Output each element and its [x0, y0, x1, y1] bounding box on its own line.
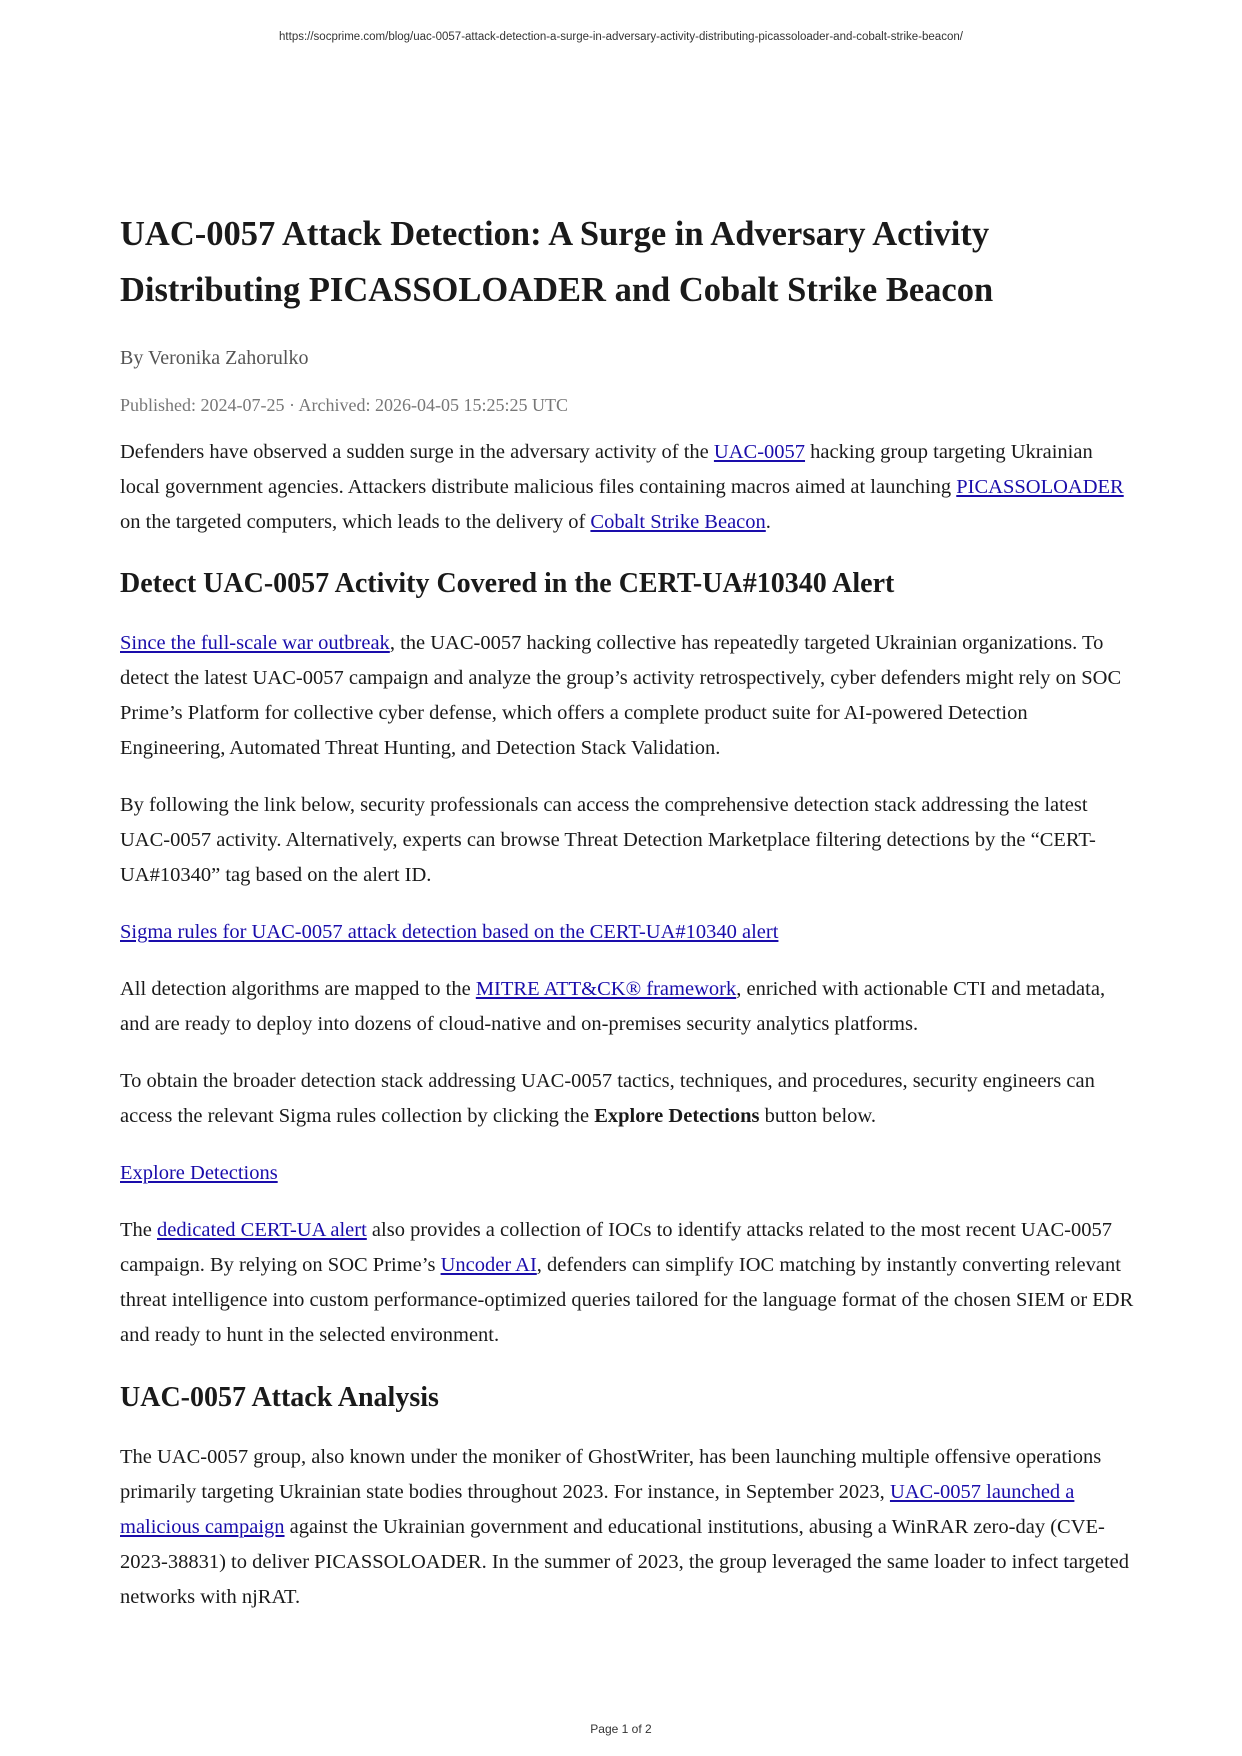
- intro-text-2: hacking group targeting Ukrainian local government agencies. Attackers distribute malicious files containing macros aimed at launching: [120, 441, 1093, 498]
- detect-paragraph-3: [120, 972, 1135, 1042]
- detect-paragraph-4-text-1: To obtain the broader detection stack addressing UAC-0057 tactics, techniques, and procedures, security engineers can access the relevant Sigma rules collection by clicking the: [120, 1070, 1095, 1127]
- article-title: [120, 206, 1135, 318]
- detect-section-heading: Detect UAC-0057 Activity Covered in the CERT-UA#10340 Alert: [120, 568, 895, 599]
- intro-text-3: on the targeted computers, which leads to the delivery of: [120, 511, 591, 533]
- intro-paragraph: [120, 435, 1135, 540]
- detect-paragraph-5-text-2: also provides a collection of IOCs to identify attacks related to the most recent UAC-0057 campaign. By relying on SOC Prime’s: [120, 1219, 1113, 1276]
- uac-0057-link[interactable]: UAC-0057: [713, 441, 806, 463]
- article-title-line-1: UAC-0057 Attack Detection: A Surge in Adversary Activity: [120, 215, 990, 253]
- intro-text-4: .: [765, 511, 771, 533]
- uncoder-ai-link[interactable]: Uncoder AI: [440, 1254, 537, 1276]
- analysis-section-heading: UAC-0057 Attack Analysis: [120, 1382, 439, 1413]
- detect-paragraph-2: By following the link below, security professionals can access the comprehensive detection stack addressing the latest UAC-0057 activity. Alternatively, experts can browse Threat Detection Marketplace filtering detections by the “CERT-UA#10340” tag based on the alert ID.: [120, 794, 1096, 886]
- author-byline: By Veronika Zahorulko: [120, 347, 309, 369]
- analysis-paragraph-1: [120, 1440, 1135, 1615]
- article-title-line-2: Distributing PICASSOLOADER and Cobalt Strike Beacon: [120, 271, 994, 309]
- explore-detections-link[interactable]: Explore Detections: [120, 1162, 278, 1184]
- sigma-rules-paragraph: [120, 915, 1135, 950]
- analysis-paragraph-1-text-2: against the Ukrainian government and educational institutions, abusing a WinRAR zero-day (CVE-2023-38831) to deliver PICASSOLOADER. In the summer of 2023, the group leveraged the same loader to infect targeted networks with njRAT.: [120, 1516, 1130, 1608]
- explore-detections-bold: Explore Detections: [594, 1105, 760, 1127]
- sigma-rules-link[interactable]: Sigma rules for UAC-0057 attack detection based on the CERT-UA#10340 alert: [120, 921, 779, 943]
- cobalt-strike-link[interactable]: Cobalt Strike Beacon: [590, 511, 766, 533]
- page-number: Page 1 of 2: [590, 1722, 652, 1736]
- publish-date: Published: 2024-07-25 · Archived: 2026-04-05 15:25:25 UTC: [120, 395, 568, 415]
- detect-paragraph-5: [120, 1213, 1135, 1353]
- analysis-paragraph-1-text-1: The UAC-0057 group, also known under the moniker of GhostWriter, has been launching multiple offensive operations primarily targeting Ukrainian state bodies throughout 2023. For instance, in September 2023,: [120, 1446, 1102, 1503]
- detect-paragraph-4: [120, 1064, 1135, 1134]
- detect-paragraph-4-text-2: button below.: [759, 1105, 877, 1127]
- malicious-campaign-link[interactable]: UAC-0057 launched a malicious campaign: [120, 1481, 1075, 1538]
- detect-paragraph-1-text: , the UAC-0057 hacking collective has repeatedly targeted Ukrainian organizations. To detect the latest UAC-0057 campaign and analyze the group’s activity retrospectively, cyber defenders might rely on SOC Prime’s Platform for collective cyber defense, which offers a complete product suite for AI-powered Detection Engineering, Automated Threat Hunting, and Detection Stack Validation.: [120, 632, 1122, 759]
- detect-paragraph-5-text-1: The: [120, 1219, 157, 1241]
- cert-ua-alert-link[interactable]: dedicated CERT-UA alert: [157, 1219, 367, 1241]
- mitre-attack-link[interactable]: MITRE ATT&CK® framework: [475, 978, 737, 1000]
- war-outbreak-link[interactable]: Since the full-scale war outbreak: [120, 632, 390, 654]
- explore-detections-paragraph: [120, 1156, 1135, 1191]
- detect-paragraph-1: [120, 626, 1135, 766]
- article-body: [120, 206, 1135, 1615]
- page-url: https://socprime.com/blog/uac-0057-attack-detection-a-surge-in-adversary-activity-distributing-picassoloader-and-cobalt-strike-beacon/: [279, 31, 963, 43]
- detect-paragraph-3-text-1: All detection algorithms are mapped to the: [120, 978, 476, 1000]
- detect-paragraph-5-text-3: , defenders can simplify IOC matching by instantly converting relevant threat intelligence into custom performance-optimized queries tailored for the language format of the chosen SIEM or EDR and ready to hunt in the selected environment.: [120, 1254, 1134, 1346]
- picassoloader-link[interactable]: PICASSOLOADER: [956, 476, 1124, 498]
- intro-text-1: Defenders have observed a sudden surge in the adversary activity of the: [120, 441, 714, 463]
- detect-paragraph-3-text-2: , enriched with actionable CTI and metadata, and are ready to deploy into dozens of cloud-native and on-premises security analytics platforms.: [120, 978, 1106, 1035]
